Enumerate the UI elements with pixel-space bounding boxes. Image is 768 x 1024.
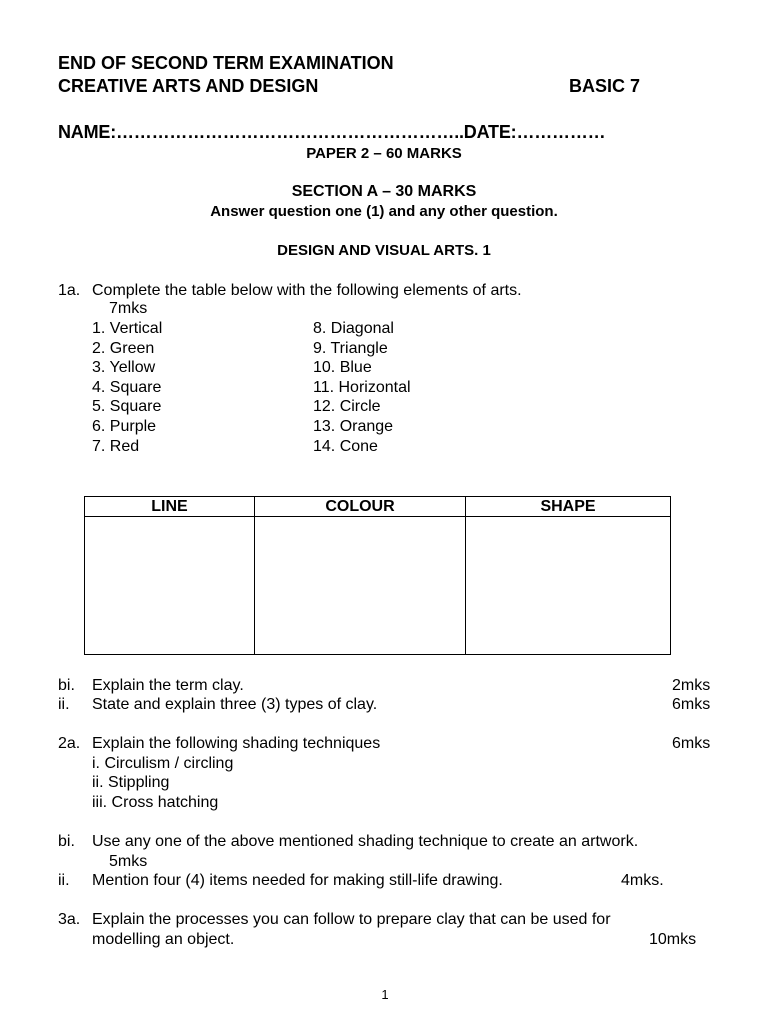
question-marks: 7mks	[109, 300, 148, 317]
question-number: 2a.	[58, 735, 81, 752]
list-item: 8. Diagonal	[313, 320, 394, 337]
question-marks: 6mks	[672, 696, 711, 713]
paper-info: PAPER 2 – 60 MARKS	[306, 145, 462, 162]
table-cell-colour[interactable]	[255, 517, 466, 655]
class-level: BASIC 7	[569, 76, 641, 96]
list-item: 2. Green	[92, 339, 155, 357]
question-text: Explain the following shading techniques	[92, 735, 381, 752]
question-marks: 6mks	[672, 735, 711, 752]
section-heading: SECTION A – 30 MARKS	[291, 183, 477, 200]
elements-list-left	[92, 319, 162, 456]
question-number: ii.	[58, 872, 70, 889]
table-header-row	[85, 497, 671, 517]
list-item: 1. Vertical	[92, 320, 163, 337]
list-item: 13. Orange	[313, 417, 394, 435]
list-item: 7. Red	[92, 437, 140, 455]
list-item: i. Circulism / circling	[92, 755, 234, 772]
list-item: 4. Square	[92, 378, 162, 396]
section-instruction: Answer question one (1) and any other question.	[210, 203, 558, 220]
exam-title: END OF SECOND TERM EXAMINATION	[58, 53, 394, 73]
subject-title: CREATIVE ARTS AND DESIGN	[58, 76, 319, 96]
list-item: 11. Horizontal	[313, 378, 411, 396]
list-item: 9. Triangle	[313, 339, 388, 357]
question-text: Use any one of the above mentioned shading technique to create an artwork.	[92, 833, 639, 850]
question-text: Explain the term clay.	[92, 677, 244, 694]
table-header-shape: SHAPE	[466, 497, 671, 517]
question-text-continued: modelling an object.	[92, 931, 235, 948]
table-header-colour: COLOUR	[255, 497, 466, 517]
question-number: bi.	[58, 833, 75, 850]
question-number: 1a.	[58, 282, 81, 299]
elements-list-right	[313, 319, 411, 456]
list-item: 10. Blue	[313, 359, 372, 377]
question-text: Mention four (4) items needed for making still-life drawing.	[92, 872, 503, 889]
table-header-line: LINE	[85, 497, 255, 517]
elements-table	[84, 496, 671, 655]
list-item: 12. Circle	[313, 398, 381, 416]
table-cell-line[interactable]	[85, 517, 255, 655]
list-item: 14. Cone	[313, 437, 378, 455]
question-number: ii.	[58, 696, 70, 713]
question-text: Explain the processes you can follow to prepare clay that can be used for	[92, 911, 611, 928]
part-title: DESIGN AND VISUAL ARTS. 1	[277, 242, 491, 259]
page-number: 1	[381, 987, 389, 1002]
list-item: 3. Yellow	[92, 359, 156, 377]
list-item: 5. Square	[92, 398, 162, 416]
name-date-line: NAME:…………………………………………………..DATE:……………	[58, 122, 606, 142]
table-cell-shape[interactable]	[466, 517, 671, 655]
list-item: 6. Purple	[92, 417, 157, 435]
question-number: 3a.	[58, 911, 81, 928]
question-marks: 5mks	[109, 853, 148, 870]
table-row	[85, 517, 671, 655]
question-text: State and explain three (3) types of clay.	[92, 696, 378, 713]
list-item: ii. Stippling	[92, 774, 170, 791]
question-text: Complete the table below with the following elements of arts.	[92, 282, 522, 299]
question-marks: 4mks.	[621, 872, 664, 889]
question-number: bi.	[58, 677, 75, 694]
question-marks: 10mks	[649, 931, 697, 948]
question-marks: 2mks	[672, 677, 711, 694]
list-item: iii. Cross hatching	[92, 794, 219, 811]
